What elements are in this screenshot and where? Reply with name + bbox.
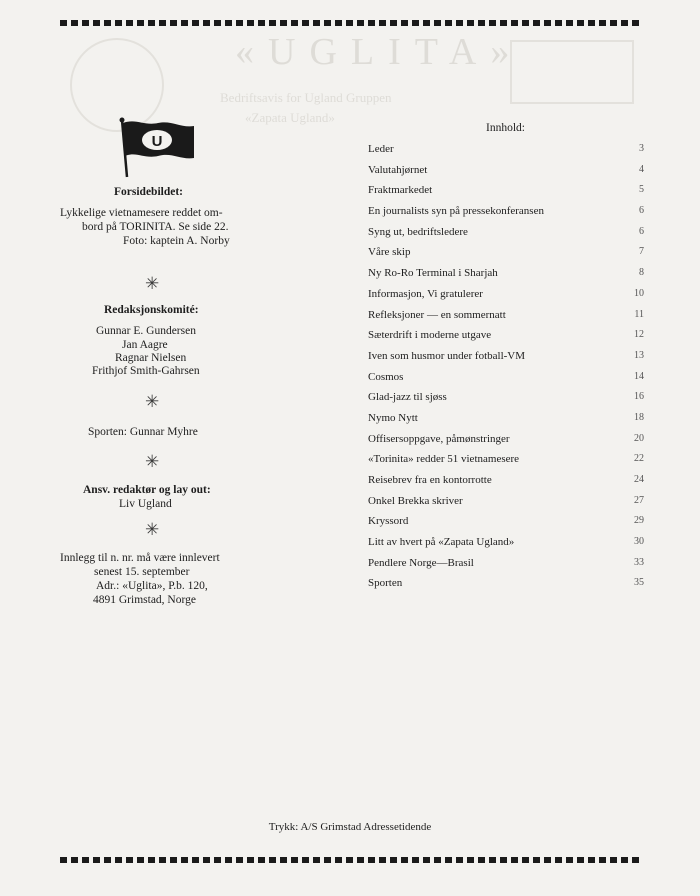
- toc-entry-page: 6: [639, 205, 644, 217]
- toc-entry-page: 6: [639, 225, 644, 237]
- toc-entry-page: 11: [634, 308, 644, 320]
- editor-heading: Ansv. redaktør og lay out:: [83, 484, 211, 496]
- toc-entry: [368, 267, 648, 288]
- toc-entry-page: 16: [634, 391, 644, 403]
- contents-heading: Innhold:: [486, 122, 525, 134]
- toc-entry-title: Syng ut, bedriftsledere: [368, 225, 468, 238]
- toc-entry: [368, 246, 648, 267]
- toc-entry-page: 14: [634, 370, 644, 382]
- ghost-flag: [510, 40, 634, 104]
- address-line-1: Adr.: «Uglita», P.b. 120,: [96, 580, 208, 592]
- submission-line-2: senest 15. september: [94, 566, 190, 578]
- toc-entry-title: Informasjon, Vi gratulerer: [368, 287, 483, 300]
- committee-member: Ragnar Nielsen: [115, 352, 187, 364]
- toc-entry: [368, 495, 648, 516]
- toc-entry-title: Onkel Brekka skriver: [368, 494, 463, 507]
- toc-entry-title: Pendlere Norge—Brasil: [368, 556, 474, 569]
- toc-entry-title: En journalists syn på pressekonferansen: [368, 205, 544, 218]
- address-line-2: 4891 Grimstad, Norge: [93, 594, 196, 606]
- committee-heading: Redaksjonskomité:: [104, 304, 199, 316]
- toc-entry-title: Glad-jazz til sjøss: [368, 391, 447, 404]
- toc-entry-title: Valutahjørnet: [368, 163, 428, 176]
- star-separator-icon: ✳: [145, 274, 160, 293]
- toc-entry-title: Offisersoppgave, påmønstringer: [368, 432, 510, 445]
- toc-entry-page: 12: [634, 329, 644, 341]
- toc-entry-page: 18: [634, 411, 644, 423]
- toc-entry: [368, 184, 648, 205]
- star-separator-icon: ✳: [145, 452, 160, 471]
- toc-entry: [368, 288, 648, 309]
- toc-entry-page: 3: [639, 143, 644, 154]
- toc-entry-page: 13: [634, 349, 644, 361]
- toc-entry-title: Leder: [368, 143, 394, 155]
- toc-entry-page: 24: [634, 474, 644, 485]
- submission-line-1: Innlegg til n. nr. må være innlevert: [60, 552, 220, 564]
- toc-entry: [368, 164, 648, 185]
- toc-entry: [368, 433, 648, 454]
- toc-entry: [368, 515, 648, 536]
- toc-entry-title: Våre skip: [368, 246, 411, 259]
- toc-entry-title: Fraktmarkedet: [368, 184, 433, 197]
- committee-member: Gunnar E. Gundersen: [96, 325, 196, 337]
- uglita-flag-icon: [114, 116, 196, 178]
- toc-entry-page: 33: [634, 556, 644, 568]
- toc-entry: [368, 412, 648, 433]
- cover-caption-line-2: bord på TORINITA. Se side 22.: [82, 221, 229, 233]
- toc-entry-title: Sæterdrift i moderne utgave: [368, 329, 492, 342]
- toc-entry: [368, 143, 648, 164]
- toc-entry: [368, 557, 648, 578]
- star-separator-icon: ✳: [145, 392, 160, 411]
- toc-entry-page: 35: [634, 577, 644, 589]
- ghost-subtitle: Bedriftsavis for Ugland Gruppen: [220, 90, 392, 105]
- toc-entry-title: «Torinita» redder 51 vietnamesere: [368, 453, 520, 466]
- toc-entry-page: 30: [634, 536, 644, 548]
- toc-entry: [368, 536, 648, 557]
- toc-entry-title: Cosmos: [368, 370, 404, 383]
- toc-entry-title: Ny Ro-Ro Terminal i Sharjah: [368, 267, 498, 280]
- printer-credit: Trykk: A/S Grimstad Adressetidende: [268, 821, 432, 833]
- ghost-subtitle-2: «Zapata Ugland»: [245, 110, 335, 125]
- sports-editor: Sporten: Gunnar Myhre: [88, 426, 198, 438]
- toc-entry-title: Refleksjoner — en sommernatt: [368, 308, 506, 321]
- toc-entry: [368, 309, 648, 330]
- toc-entry: [368, 205, 648, 226]
- ghost-title: «UGLITA»: [235, 31, 524, 73]
- committee-member: Jan Aagre: [122, 339, 168, 351]
- toc-entry-title: Litt av hvert på «Zapata Ugland»: [368, 536, 515, 549]
- star-separator-icon: ✳: [145, 520, 160, 539]
- toc-entry-page: 29: [634, 515, 644, 527]
- toc-entry-page: 20: [634, 432, 644, 444]
- toc-entry-title: Iven som husmor under fotball-VM: [368, 349, 526, 362]
- toc-entry: [368, 350, 648, 371]
- cover-heading: Forsidebildet:: [114, 186, 183, 198]
- toc-entry-page: 7: [639, 246, 644, 258]
- editor-name: Liv Ugland: [119, 498, 172, 510]
- toc-entry-page: 8: [639, 267, 644, 279]
- toc-entry: [368, 371, 648, 392]
- toc-entry-page: 4: [639, 163, 644, 175]
- toc-entry: [368, 474, 648, 495]
- toc-entry-page: 27: [634, 494, 644, 506]
- photo-credit: Foto: kaptein A. Norby: [123, 235, 230, 247]
- toc-entry-title: Kryssord: [368, 515, 409, 528]
- toc-entry: [368, 329, 648, 350]
- toc-entry: [368, 577, 648, 598]
- toc-entry: [368, 453, 648, 474]
- committee-member: Frithjof Smith-Gahrsen: [92, 365, 200, 377]
- toc-entry-title: Sporten: [368, 577, 403, 590]
- toc-entry-title: Reisebrev fra en kontorrotte: [368, 474, 492, 486]
- table-of-contents: [368, 143, 648, 598]
- toc-entry: [368, 391, 648, 412]
- bottom-dashed-border: [60, 857, 642, 863]
- toc-entry: [368, 226, 648, 247]
- top-dashed-border: [60, 20, 642, 26]
- toc-entry-page: 22: [634, 453, 644, 465]
- flag-letter: U: [151, 133, 163, 150]
- cover-caption-line-1: Lykkelige vietnamesere reddet om-: [60, 207, 223, 219]
- toc-entry-page: 5: [639, 184, 644, 196]
- toc-entry-title: Nymo Nytt: [368, 411, 418, 424]
- toc-entry-page: 10: [634, 287, 644, 299]
